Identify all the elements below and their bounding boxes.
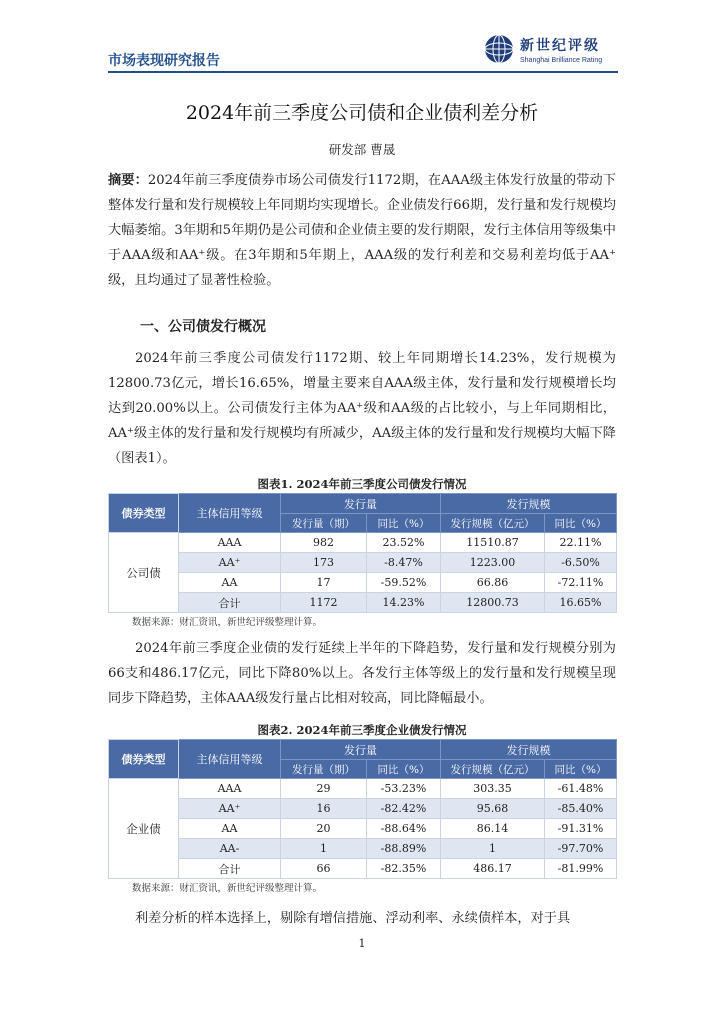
- table-cell: 29: [281, 779, 367, 799]
- table2-source: 数据来源：财汇资讯，新世纪评级整理计算。: [132, 883, 323, 894]
- table-cell: AA⁺: [179, 553, 281, 573]
- table-cell: 16: [281, 799, 367, 819]
- table-cell: AA-: [179, 839, 281, 859]
- table1-header-bond-type: 债券类型: [109, 494, 179, 533]
- table1-caption: 图表1. 2024年前三季度公司债发行情况: [257, 477, 467, 491]
- table-cell: -82.42%: [367, 799, 441, 819]
- table2-header-yoy: 同比（%）: [367, 760, 441, 779]
- table-cell: 1: [441, 839, 545, 859]
- table-cell: 12800.73: [441, 593, 545, 613]
- table2-header-rating: 主体信用等级: [179, 740, 281, 779]
- table-cell: -72.11%: [545, 573, 617, 593]
- table-cell: 173: [281, 553, 367, 573]
- table-cell: -53.23%: [367, 779, 441, 799]
- table2: [108, 739, 617, 879]
- table-cell: 1223.00: [441, 553, 545, 573]
- table-cell: -81.99%: [545, 859, 617, 879]
- table-cell: -82.35%: [367, 859, 441, 879]
- table1-header-count: 发行量（期）: [281, 514, 367, 533]
- table-cell: -88.89%: [367, 839, 441, 859]
- report-type-label: 市场表现研究报告: [108, 53, 220, 69]
- header-divider: [108, 71, 618, 73]
- table-cell: 20: [281, 819, 367, 839]
- table2-caption: 图表2. 2024年前三季度企业债发行情况: [257, 723, 467, 737]
- table1-bond-type: 公司债: [109, 533, 179, 613]
- table-cell: 11510.87: [441, 533, 545, 553]
- table-cell: 86.14: [441, 819, 545, 839]
- body-paragraph-2: 2024年前三季度企业债的发行延续上半年的下降趋势，发行量和发行规模分别为66支和486.17亿元，同比下降80%以上。各发行主体等级上的发行量和发行规模呈现同步下降趋势，主体AAA级发行量占比相对较高，同比降幅最小。: [108, 641, 616, 706]
- table-cell: 16.65%: [545, 593, 617, 613]
- logo-subtitle: Shanghai Brilliance Rating: [520, 56, 603, 64]
- table-cell: 66: [281, 859, 367, 879]
- abstract-text: 2024年前三季度债券市场公司债发行1172期，在AAA级主体发行放量的带动下整体发行量和发行规模较上年同期均实现增长。企业债发行66期，发行量和发行规模均大幅萎缩。3年期和5年期仍是公司债和企业债主要的发行期限，发行主体信用等级集中于AAA级和AA⁺级。在3年期和5年期上，AAA级的发行利差和交易利差均低于AA⁺级，且均通过了显著性检验。: [108, 173, 616, 288]
- table-cell: 合计: [179, 593, 281, 613]
- table1-header-rating: 主体信用等级: [179, 494, 281, 533]
- body-paragraph-3: 利差分析的样本选择上，剔除有增信措施、浮动利率、永续债样本，对于具: [135, 911, 571, 926]
- table-cell: 17: [281, 573, 367, 593]
- table-cell: 66.86: [441, 573, 545, 593]
- table-cell: 1172: [281, 593, 367, 613]
- table-cell: -6.50%: [545, 553, 617, 573]
- body-paragraph-1: 2024年前三季度公司债发行1172期、较上年同期增长14.23%，发行规模为12800.73亿元，增长16.65%，增量主要来自AAA级主体，发行量和发行规模增长均达到20.00%以上。公司债发行主体为AA⁺级和AA级的占比较小，与上年同期相比，AA⁺级主体的发行量和发行规模均有所减少，AA级主体的发行量和发行规模均大幅下降（图表1）。: [108, 351, 616, 466]
- table-cell: -97.70%: [545, 839, 617, 859]
- table-cell: AAA: [179, 533, 281, 553]
- abstract-paragraph: [108, 168, 616, 293]
- author-line: 研发部 曹晟: [328, 142, 396, 157]
- table-cell: 1: [281, 839, 367, 859]
- table2-header-count: 发行量（期）: [281, 760, 367, 779]
- table-cell: AAA: [179, 779, 281, 799]
- table-cell: 95.68: [441, 799, 545, 819]
- table-cell: 23.52%: [367, 533, 441, 553]
- table2-bond-type: 企业债: [109, 779, 179, 879]
- table-cell: AA⁺: [179, 799, 281, 819]
- table1-header-scale: 发行规模: [441, 494, 617, 514]
- table1-header-yoy2: 同比（%）: [545, 514, 617, 533]
- table-cell: -8.47%: [367, 553, 441, 573]
- table-cell: -91.31%: [545, 819, 617, 839]
- section-heading: 一、公司债发行概况: [140, 319, 266, 335]
- page-number: 1: [358, 937, 366, 950]
- table-cell: -88.64%: [367, 819, 441, 839]
- table-cell: 合计: [179, 859, 281, 879]
- table-cell: AA: [179, 573, 281, 593]
- logo-name: 新世纪评级: [520, 37, 600, 54]
- table1-header-volume: 发行量: [281, 494, 441, 514]
- table1-header-yoy: 同比（%）: [367, 514, 441, 533]
- table1-header-amount: 发行规模（亿元）: [441, 514, 545, 533]
- abstract-label: 摘要：: [108, 173, 148, 188]
- brand-logo: [484, 34, 602, 64]
- table1: [108, 493, 617, 613]
- table2-header-scale: 发行规模: [441, 740, 617, 760]
- table2-header-volume: 发行量: [281, 740, 441, 760]
- table-cell: -61.48%: [545, 779, 617, 799]
- table2-header-amount: 发行规模（亿元）: [441, 760, 545, 779]
- table-cell: 982: [281, 533, 367, 553]
- table1-source: 数据来源：财汇资讯，新世纪评级整理计算。: [132, 617, 323, 628]
- table-cell: 22.11%: [545, 533, 617, 553]
- table-cell: 14.23%: [367, 593, 441, 613]
- table-cell: 486.17: [441, 859, 545, 879]
- table2-header-bond-type: 债券类型: [109, 740, 179, 779]
- globe-logo-icon: [484, 34, 514, 64]
- table-cell: -59.52%: [367, 573, 441, 593]
- table2-header-yoy2: 同比（%）: [545, 760, 617, 779]
- table-cell: -85.40%: [545, 799, 617, 819]
- table-cell: AA: [179, 819, 281, 839]
- document-title: 2024年前三季度公司债和企业债利差分析: [185, 102, 539, 124]
- table-cell: 303.35: [441, 779, 545, 799]
